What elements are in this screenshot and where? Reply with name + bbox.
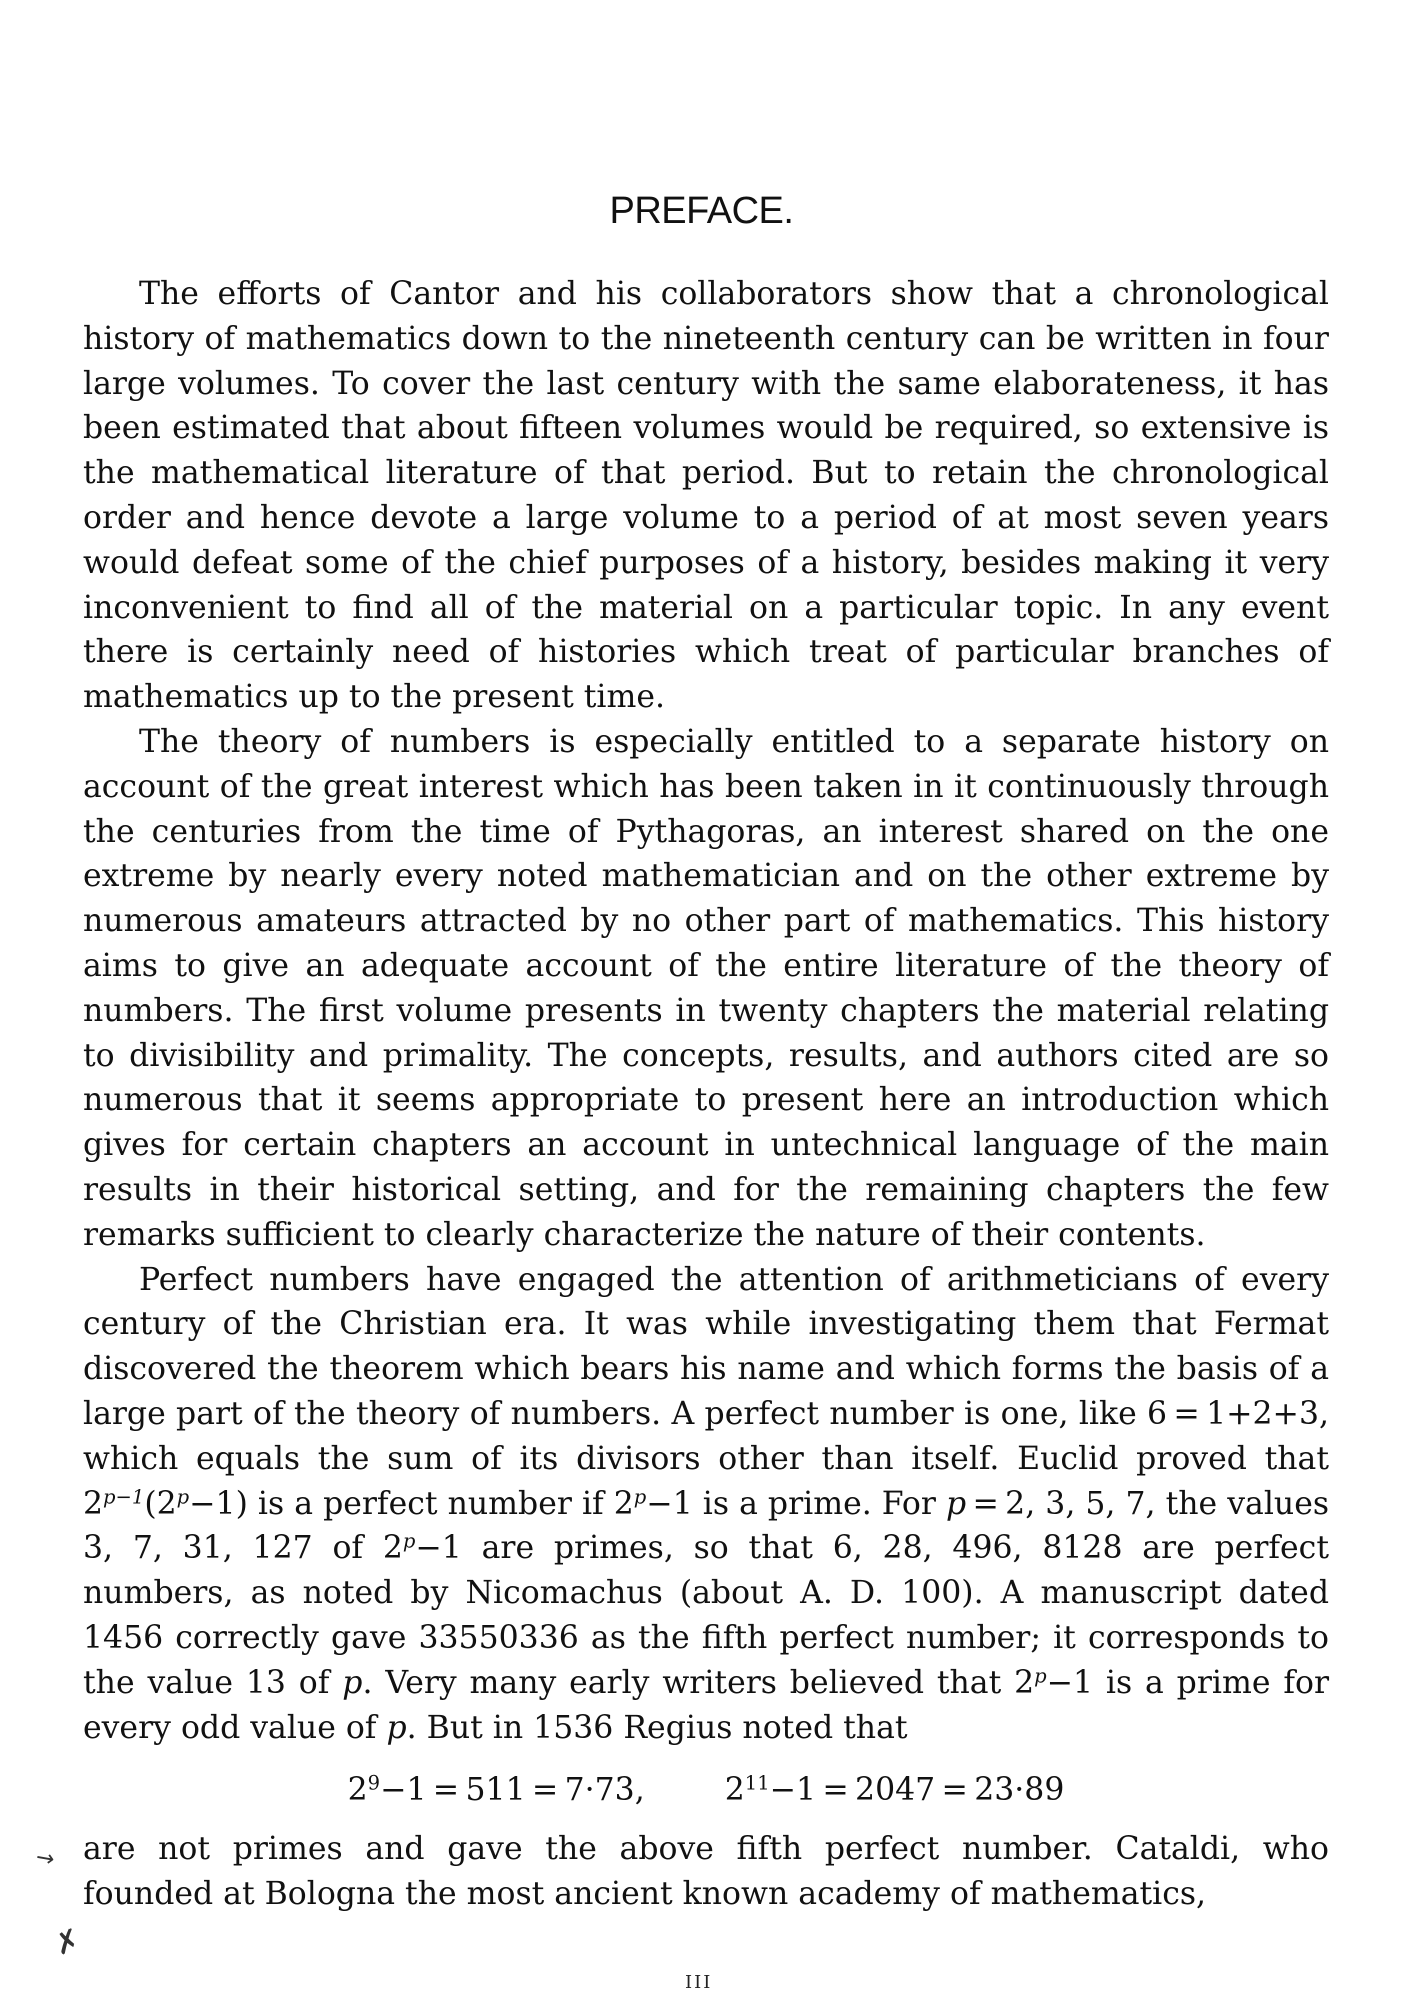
exponent: p−1	[103, 1484, 145, 1508]
paragraph-1: The efforts of Cantor and his collaborators show that a chronological history of mathematics down to the nineteenth century can be written in four large volumes. To cover the last century with the same elaborateness, it has been estimated that about fifteen volumes would be required, so extensive is the mathematical literature of that period. But to retain the chronological order and hence devote a large volume to a period of at most seven years would defeat some of the chief purposes of a history, besides making it very inconvenient to find all of the material on a particular topic. In any event there is certainly need of histories which treat of particular branches of mathematics up to the present time.	[83, 276, 1329, 716]
equation-rest: −1 = 511 = 7·73,	[380, 1772, 645, 1809]
text-run: Perfect numbers have engaged the attention of arithmeticians of every century of the Christian era. It was while investigating them that Fermat discovered the theorem which bears his name and which forms the basis of a large part of the theory of numbers. A perfect number is one, like 6 = 1+2+3, which equals the sum of its divisors other than itself. Euclid proved that 2	[83, 1261, 1329, 1522]
equation-base: 2	[347, 1772, 368, 1809]
exponent: p	[1034, 1663, 1047, 1687]
equation-rest: −1 = 2047 = 23·89	[769, 1772, 1065, 1809]
page-number: III	[685, 1972, 713, 1993]
handwritten-mark: ↘	[30, 1842, 60, 1875]
text-run: = 2, 3, 5, 7, the values 3, 7, 31, 127 of 2	[83, 1485, 1329, 1567]
text-run: −1 is a prime for every odd value of	[83, 1664, 1329, 1746]
exponent: 11	[744, 1771, 770, 1795]
variable: p	[386, 1709, 407, 1746]
exponent: 9	[367, 1771, 381, 1795]
paragraph-2: The theory of numbers is especially entitled to a separate history on account of the great interest which has been taken in it continuously through the centuries from the time of Pythagoras, an interest shared on the one extreme by nearly every noted mathematician and on the other extreme by numerous amateurs attracted by no other part of mathematics. This history aims to give an adequate account of the entire literature of the theory of numbers. The first volume presents in twenty chapters the material relating to divisibility and primality. The concepts, results, and authors cited are so numerous that it seems appropriate to present here an introduction which gives for certain chapters an account in untechnical language of the main results in their historical setting, and for the remaining chapters the few remarks sufficient to clearly characterize the nature of their contents.	[83, 723, 1329, 1253]
exponent: p	[633, 1484, 647, 1508]
exponent: p	[176, 1484, 190, 1508]
paragraph-3	[83, 1258, 1329, 1751]
text-run: . Very many early writers believed that 2	[362, 1664, 1035, 1701]
preface-body	[83, 272, 1329, 1917]
exponent: p	[402, 1529, 416, 1553]
equation-base: 2	[724, 1772, 745, 1809]
handwritten-mark: ✗	[49, 1921, 86, 1964]
text-run: −1) is a perfect number if 2	[189, 1485, 634, 1522]
text-run: (2	[144, 1485, 177, 1522]
page-title: PREFACE.	[609, 190, 794, 232]
text-run: −1 are primes, so that 6, 28, 496, 8128 are perfect numbers, as noted by Nicomachus (about A. D. 100). A manuscript dated 1456 correctly gave 33550336 as the fifth perfect number; it corresponds to the value 13 of	[83, 1530, 1329, 1701]
variable: p	[342, 1664, 363, 1701]
text-run: . But in 1536 Regius noted that	[406, 1709, 908, 1746]
text-run: −1 is a prime. For	[646, 1485, 947, 1522]
paragraph-4: are not primes and gave the above fifth perfect number. Cataldi, who founded at Bologna the most ancient known academy of mathematics,	[83, 1831, 1329, 1912]
variable: p	[946, 1485, 967, 1522]
display-equation	[83, 1768, 1329, 1813]
